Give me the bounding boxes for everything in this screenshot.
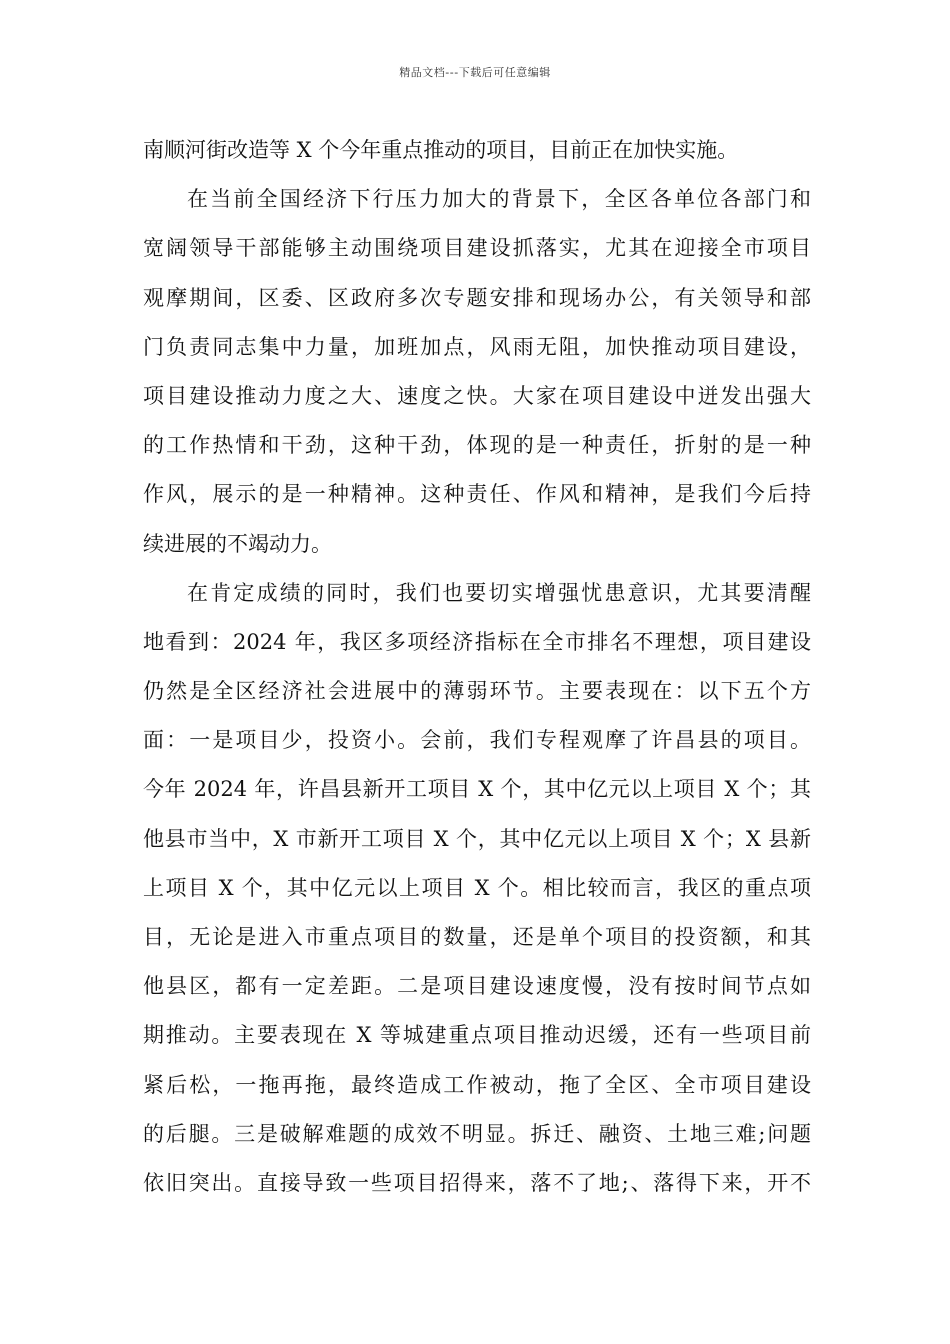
text-line: 作风，展示的是一种精神。这种责任、作风和精神，是我们今后持 bbox=[143, 482, 811, 507]
text-line: 上项目 X 个，其中亿元以上项目 X 个。相比较而言，我区的重点项 bbox=[143, 875, 811, 900]
paragraph bbox=[143, 126, 811, 175]
text-line: 在当前全国经济下行压力加大的背景下，全区各单位各部门和 bbox=[187, 187, 811, 212]
text-line: 门负责同志集中力量，加班加点，风雨无阻，加快推动项目建设， bbox=[143, 334, 811, 359]
paragraph bbox=[143, 569, 811, 1208]
text-line: 面：一是项目少，投资小。会前，我们专程观摩了许昌县的项目。 bbox=[143, 728, 811, 753]
text-line: 他县区，都有一定差距。二是项目建设速度慢，没有按时间节点如 bbox=[143, 974, 811, 999]
paragraph bbox=[143, 175, 811, 569]
text-line: 南顺河街改造等 X 个今年重点推动的项目，目前正在加快实施。 bbox=[143, 138, 739, 162]
text-line: 的工作热情和干劲，这种干劲，体现的是一种责任，折射的是一种 bbox=[143, 433, 811, 458]
text-line: 续进展的不竭动力。 bbox=[143, 531, 332, 556]
text-line: 依旧突出。直接导致一些项目招得来，落不了地;、落得下来，开不 bbox=[143, 1170, 811, 1195]
document-body bbox=[143, 126, 811, 1208]
text-line: 的后腿。三是破解难题的成效不明显。拆迁、融资、土地三难;问题 bbox=[143, 1121, 811, 1146]
text-line: 观摩期间，区委、区政府多次专题安排和现场办公，有关领导和部 bbox=[143, 285, 811, 310]
text-line: 今年 2024 年，许昌县新开工项目 X 个，其中亿元以上项目 X 个；其 bbox=[143, 777, 811, 802]
page-header: 精品文档---下载后可任意编辑 bbox=[399, 66, 551, 79]
text-line: 他县市当中，X 市新开工项目 X 个，其中亿元以上项目 X 个；X 县新 bbox=[143, 826, 811, 851]
text-line: 项目建设推动力度之大、速度之快。大家在项目建设中迸发出强大 bbox=[143, 383, 811, 408]
text-line: 紧后松，一拖再拖，最终造成工作被动，拖了全区、全市项目建设 bbox=[143, 1072, 811, 1097]
text-line: 期推动。主要表现在 X 等城建重点项目推动迟缓，还有一些项目前 bbox=[143, 1023, 811, 1048]
text-line: 仍然是全区经济社会进展中的薄弱环节。主要表现在：以下五个方 bbox=[143, 679, 811, 704]
text-line: 宽阔领导干部能够主动围绕项目建设抓落实，尤其在迎接全市项目 bbox=[143, 236, 811, 261]
text-line: 目，无论是进入市重点项目的数量，还是单个项目的投资额，和其 bbox=[143, 925, 811, 949]
text-line: 地看到：2024 年，我区多项经济指标在全市排名不理想，项目建设 bbox=[143, 629, 811, 654]
text-line: 在肯定成绩的同时，我们也要切实增强忧患意识，尤其要清醒 bbox=[187, 580, 811, 605]
